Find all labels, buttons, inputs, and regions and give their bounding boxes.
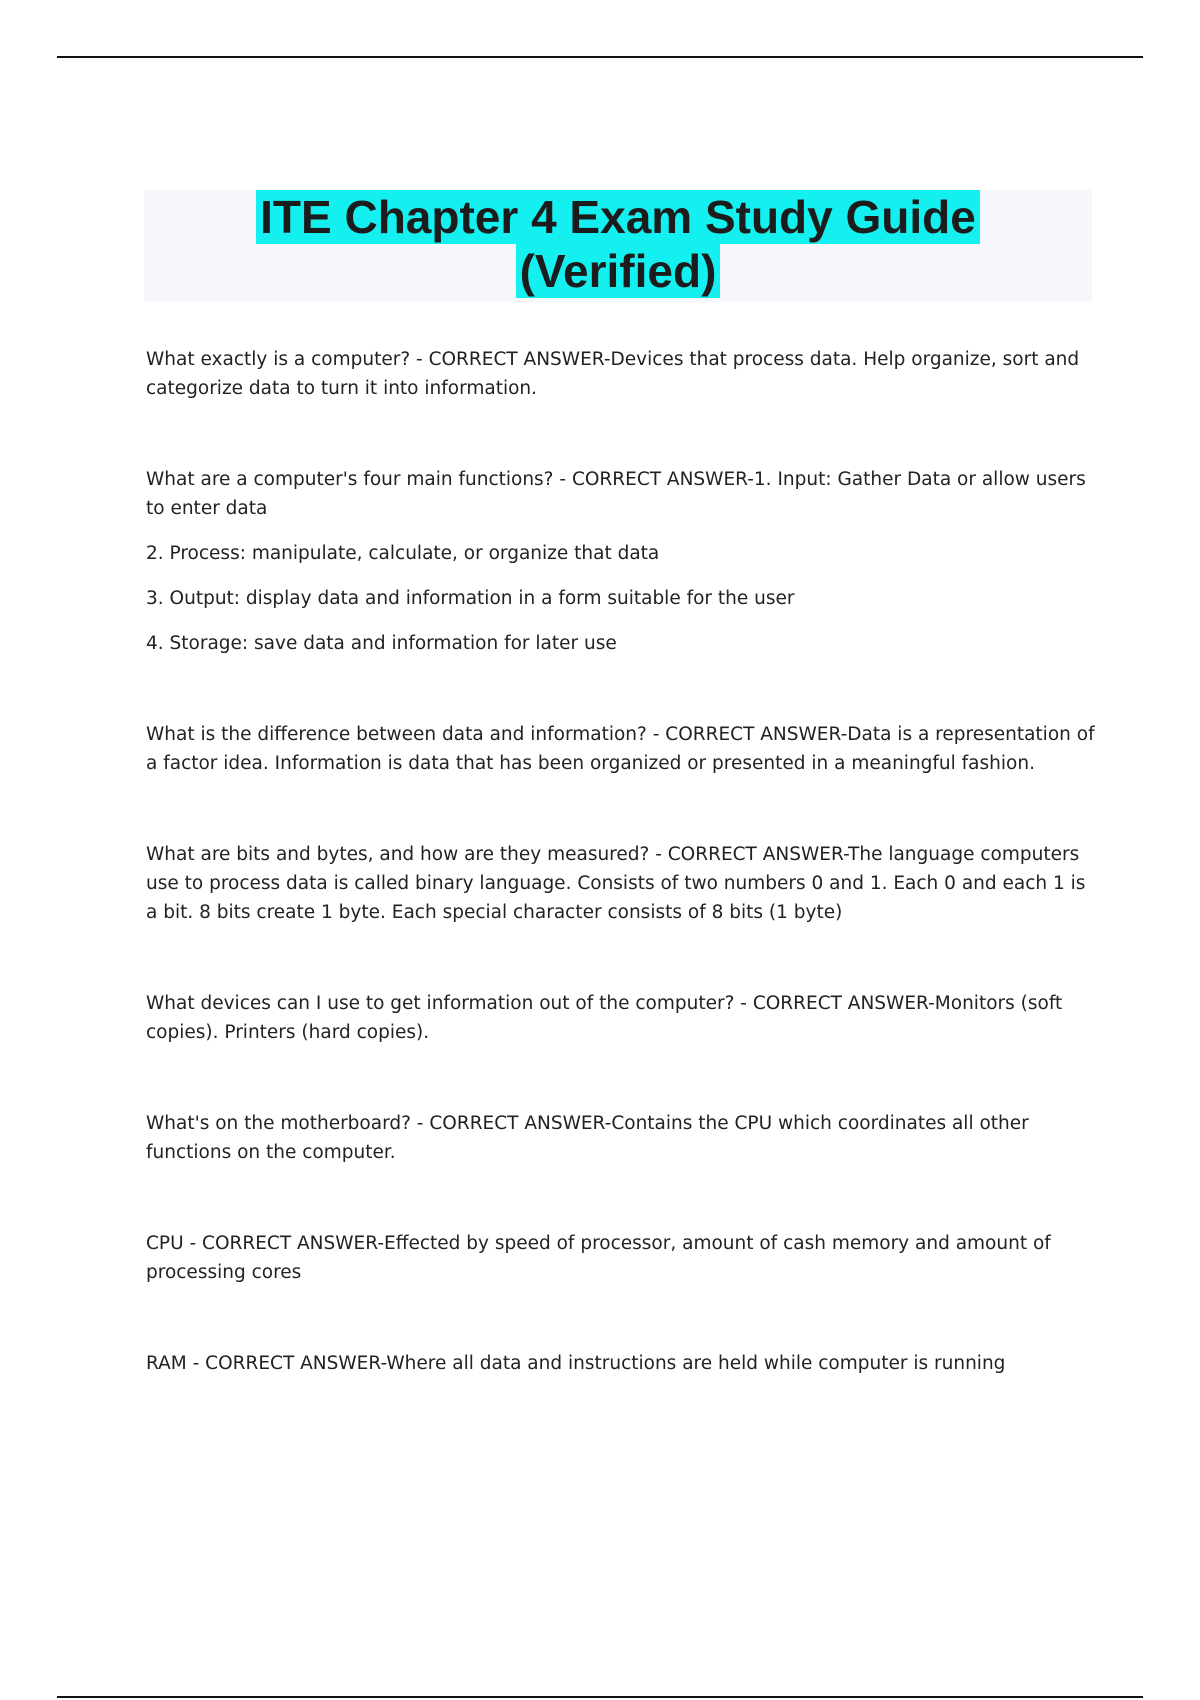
qa-entry: CPU - CORRECT ANSWER-Effected by speed of processor, amount of cash memory and amount of processing cores (146, 1233, 1051, 1283)
qa-entry: RAM - CORRECT ANSWER-Where all data and instructions are held while computer is running (146, 1353, 1006, 1374)
title-banner (144, 190, 1092, 302)
top-rule (57, 56, 1143, 58)
qa-entry: What exactly is a computer? - CORRECT ANSWER-Devices that process data. Help organize, sort and categorize data to turn it into information. (146, 349, 1080, 399)
qa-entry-group (146, 465, 1096, 658)
qa-sub-item: 4. Storage: save data and information for later use (146, 633, 617, 654)
qa-sub-item: 2. Process: manipulate, calculate, or organize that data (146, 543, 660, 564)
qa-entry: What are a computer's four main functions? - CORRECT ANSWER-1. Input: Gather Data or allow users to enter data (146, 469, 1086, 519)
qa-entry: What are bits and bytes, and how are they measured? - CORRECT ANSWER-The language computers use to process data is called binary language. Consists of two numbers 0 and 1. Each 0 and each 1 is a bit. 8 bits create 1 byte. Each special character consists of 8 bits (1 byte) (146, 844, 1086, 923)
study-guide-body (146, 345, 1096, 1378)
page-title-line-2: (Verified) (516, 244, 721, 298)
qa-entry: What devices can I use to get information out of the computer? - CORRECT ANSWER-Monitors (soft copies). Printers (hard copies). (146, 993, 1063, 1043)
bottom-rule (57, 1696, 1143, 1698)
qa-entry: What is the difference between data and information? - CORRECT ANSWER-Data is a representation of a factor idea. Information is data that has been organized or presented in a meaningful fashion. (146, 724, 1095, 774)
qa-sub-item: 3. Output: display data and information in a form suitable for the user (146, 588, 795, 609)
page-title-line-1: ITE Chapter 4 Exam Study Guide (256, 190, 980, 244)
qa-entry: What's on the motherboard? - CORRECT ANSWER-Contains the CPU which coordinates all other functions on the computer. (146, 1113, 1029, 1163)
